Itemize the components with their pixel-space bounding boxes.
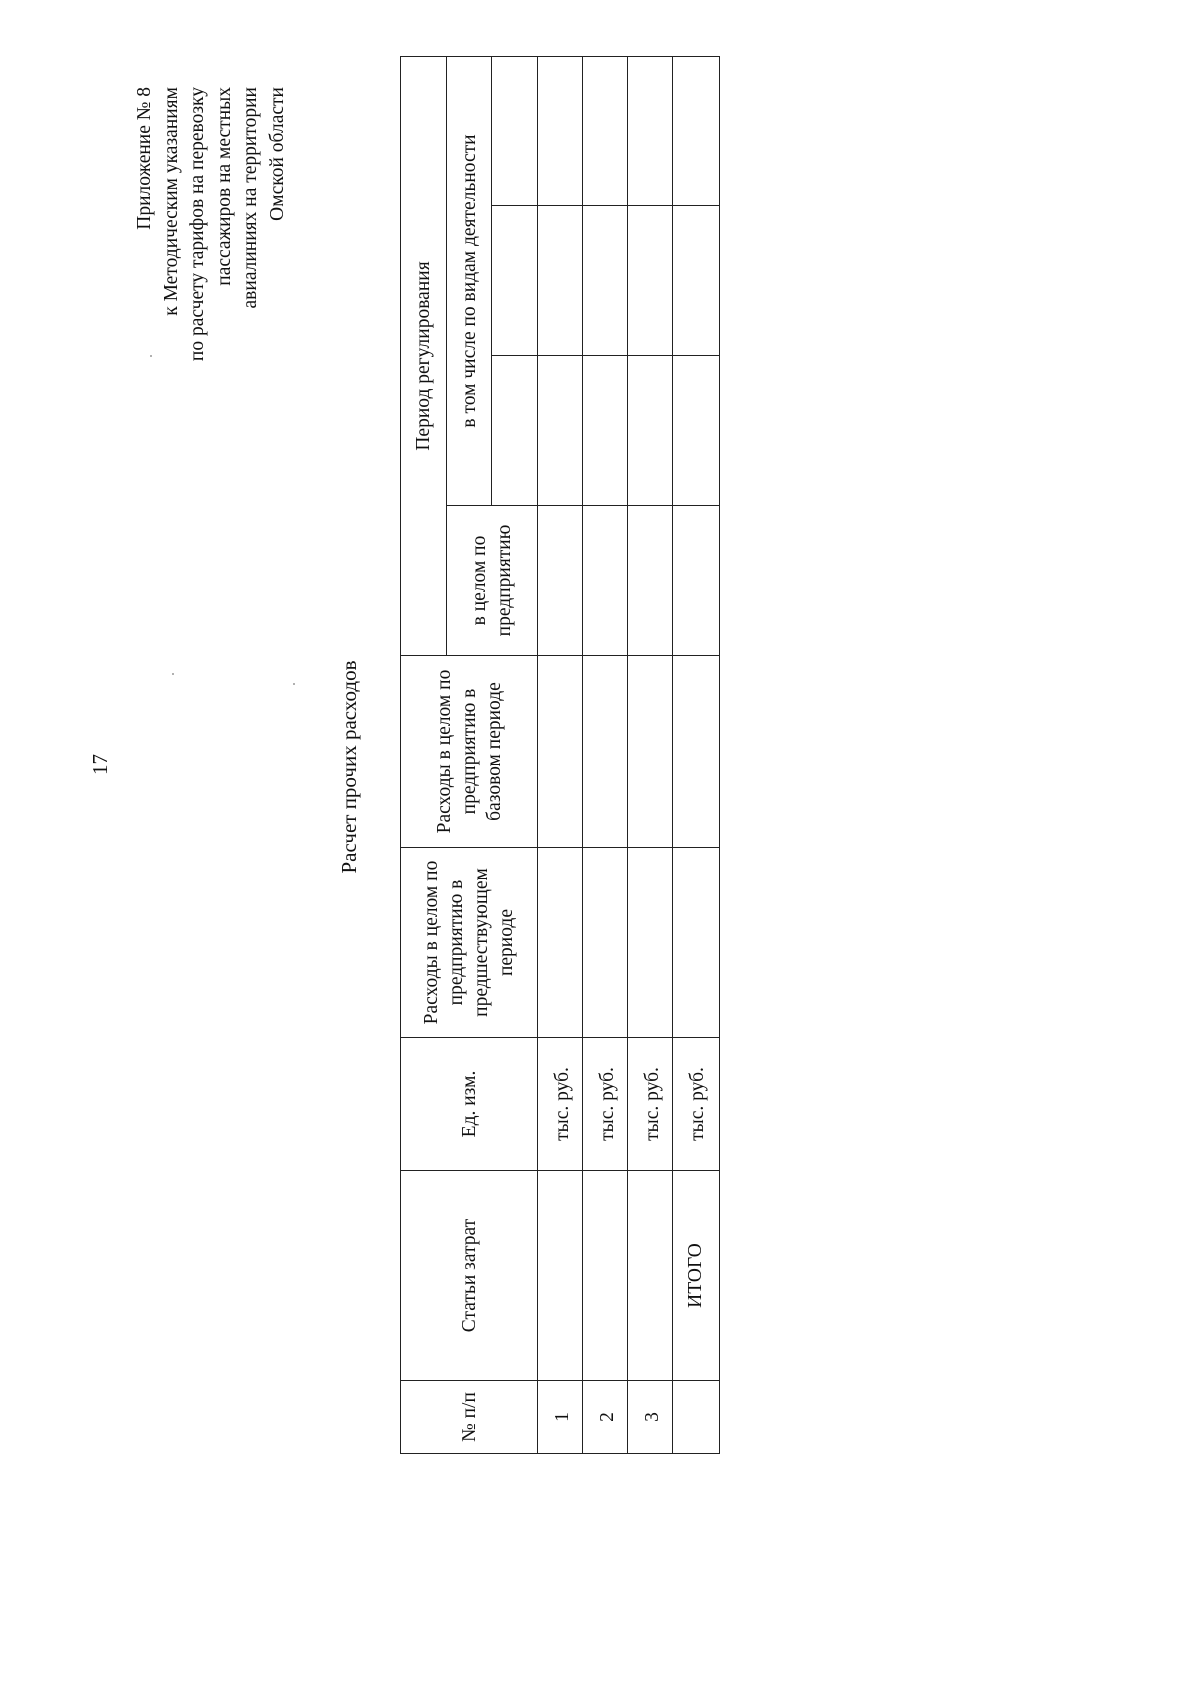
row-unit: тыс. руб. (538, 1038, 583, 1171)
row-item (538, 1171, 583, 1381)
cell (673, 206, 720, 356)
scan-speck (293, 683, 295, 685)
cell (583, 656, 628, 848)
table-row (628, 56, 673, 1453)
header-activity-cell (492, 56, 538, 205)
row-item-total: ИТОГО (673, 1171, 720, 1381)
cell (628, 56, 673, 205)
header-total-enterprise: в целом по предприятию (447, 506, 538, 656)
page-number: 17 (88, 754, 112, 775)
cell (628, 656, 673, 848)
cell (538, 848, 583, 1038)
row-unit: тыс. руб. (628, 1038, 673, 1171)
cell (583, 506, 628, 656)
cell (673, 656, 720, 848)
appendix-line: авиалиниях на территории (240, 87, 261, 309)
cell (538, 356, 583, 506)
cell (583, 356, 628, 506)
table-row-total (673, 56, 720, 1453)
scan-speck (172, 673, 174, 675)
cell (628, 506, 673, 656)
header-regulation-period: Период регулирования (401, 56, 447, 655)
row-num (673, 1381, 720, 1454)
header-prev-period: Расходы в целом по предприятию в предшествующем периоде (401, 848, 538, 1038)
row-unit: тыс. руб. (583, 1038, 628, 1171)
cell (538, 56, 583, 205)
table-row (538, 56, 583, 1453)
header-by-activity: в том числе по видам деятельности (447, 56, 492, 505)
cell (583, 206, 628, 356)
cell (628, 206, 673, 356)
cell (673, 56, 720, 205)
cell (583, 848, 628, 1038)
cell (673, 848, 720, 1038)
cell (673, 356, 720, 506)
cell (628, 356, 673, 506)
scan-speck (150, 355, 152, 357)
appendix-line: Омской области (266, 87, 288, 221)
row-item (628, 1171, 673, 1381)
row-num: 1 (538, 1381, 583, 1454)
appendix-line: к Методическим указаниям (160, 87, 182, 316)
header-activity-cell (492, 356, 538, 506)
row-item (583, 1171, 628, 1381)
cell (538, 506, 583, 656)
cell (673, 506, 720, 656)
header-item: Статьи затрат (401, 1171, 538, 1381)
appendix-block (132, 87, 291, 607)
header-unit: Ед. изм. (401, 1038, 538, 1171)
row-num: 3 (628, 1381, 673, 1454)
row-num: 2 (583, 1381, 628, 1454)
header-num: № п/п (401, 1381, 538, 1454)
row-unit: тыс. руб. (673, 1038, 720, 1171)
cell (583, 56, 628, 205)
cell (538, 206, 583, 356)
document-title: Расчет прочих расходов (337, 660, 361, 874)
appendix-line: по расчету тарифов на перевозку (187, 87, 208, 362)
appendix-line: пассажиров на местных (213, 87, 235, 286)
header-base-period: Расходы в целом по предприятию в базовом периоде (401, 656, 538, 848)
appendix-line: Приложение № 8 (134, 87, 155, 230)
expenses-table (400, 56, 720, 1454)
header-activity-cell (492, 206, 538, 356)
cell (628, 848, 673, 1038)
cell (538, 656, 583, 848)
table-row (583, 56, 628, 1453)
